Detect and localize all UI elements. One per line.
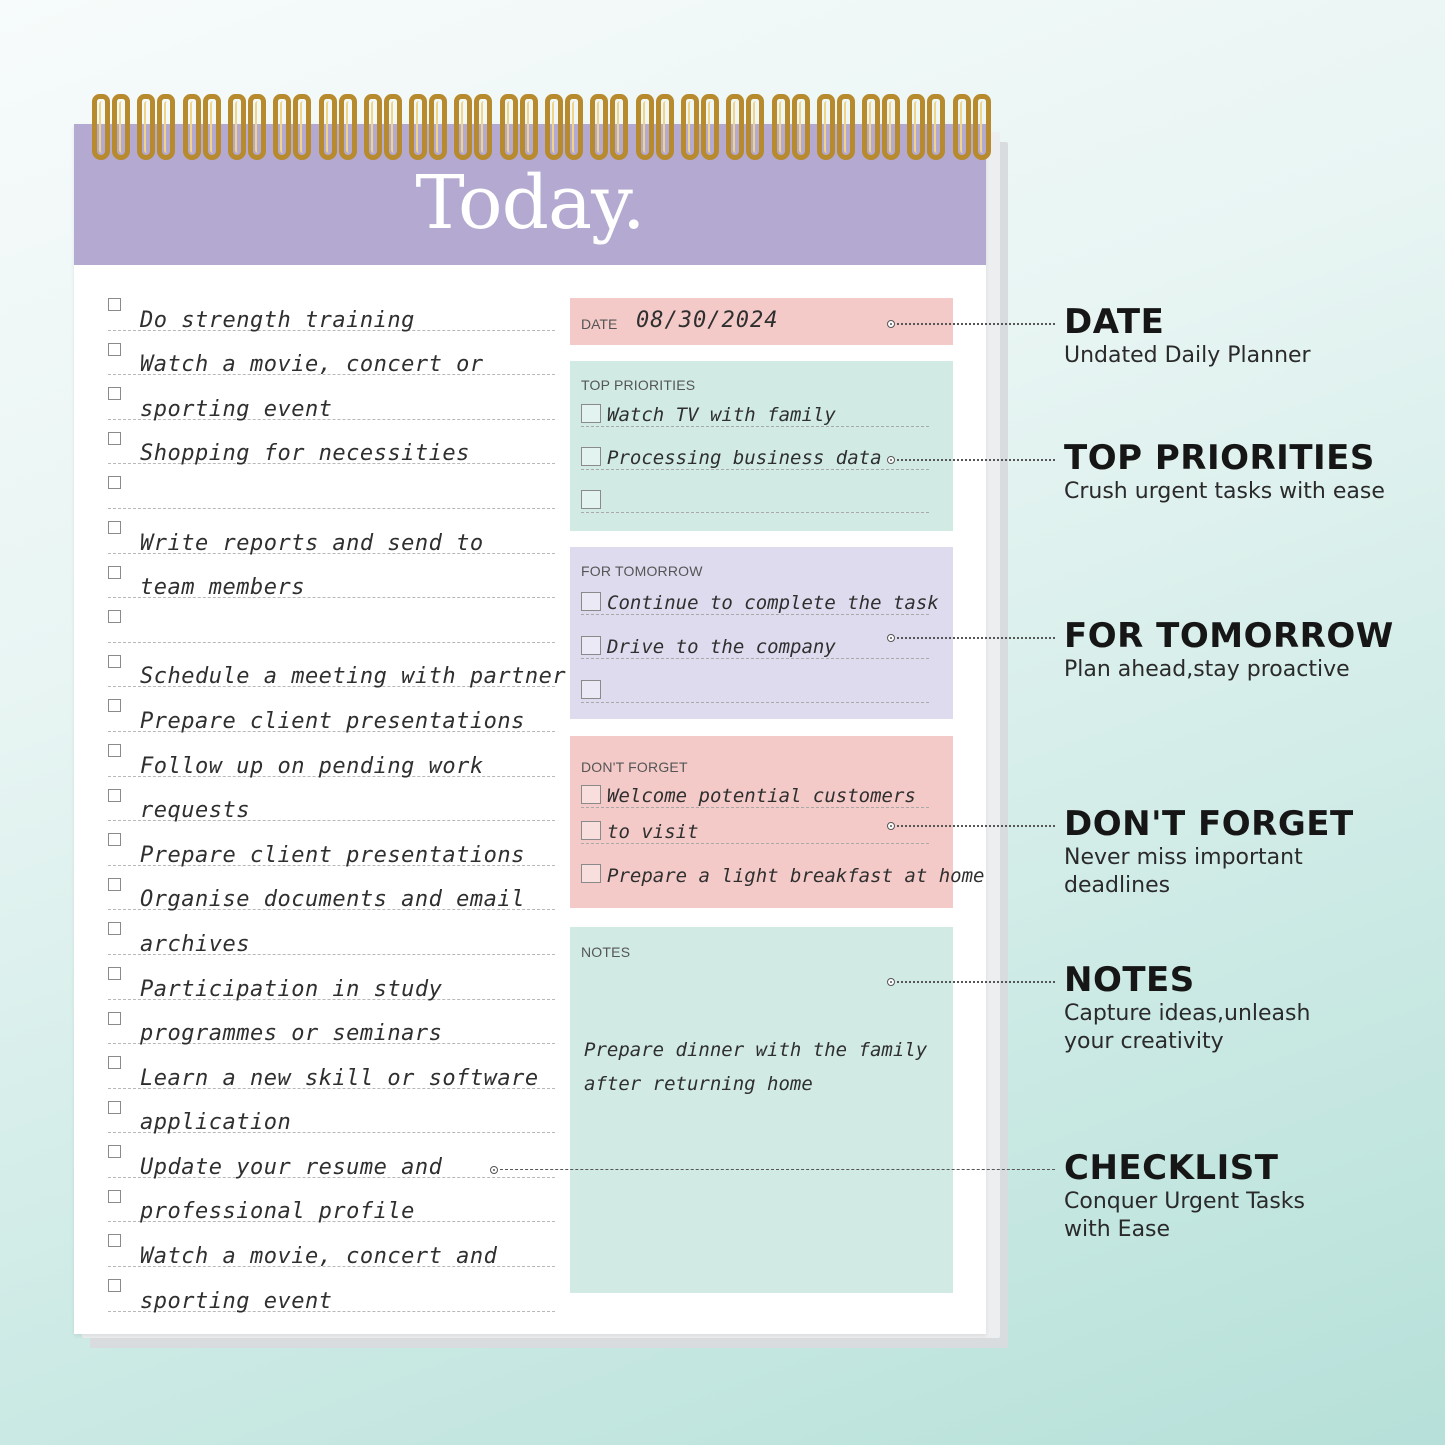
checkbox[interactable]	[108, 967, 121, 980]
leader-dot	[887, 978, 895, 986]
checkbox[interactable]	[581, 592, 601, 611]
checkbox[interactable]	[581, 636, 601, 655]
spiral-ring	[454, 94, 472, 160]
checklist-row[interactable]	[108, 598, 555, 643]
checklist-row[interactable]	[108, 910, 555, 955]
spiral-ring	[565, 94, 583, 160]
spiral-binding	[92, 94, 972, 166]
spiral-ring	[137, 94, 155, 160]
callout-title: CHECKLIST	[1064, 1148, 1279, 1188]
checkbox[interactable]	[108, 655, 121, 668]
leader-dot	[887, 634, 895, 642]
spiral-ring	[228, 94, 246, 160]
checklist-row[interactable]	[108, 375, 555, 420]
spiral-ring	[500, 94, 518, 160]
checklist-text: Prepare client presentations	[140, 708, 525, 734]
callout-desc: Crush urgent tasks with ease	[1064, 479, 1385, 504]
spiral-ring	[364, 94, 382, 160]
spiral-ring	[927, 94, 945, 160]
spiral-ring	[701, 94, 719, 160]
spiral-ring	[953, 94, 971, 160]
checkbox[interactable]	[581, 404, 601, 423]
page-title: Today.	[415, 160, 645, 246]
reminder-item[interactable]	[581, 772, 929, 808]
checklist-text: Learn a new skill or software	[140, 1065, 539, 1091]
checkbox[interactable]	[108, 699, 121, 712]
checkbox[interactable]	[581, 447, 601, 466]
checklist-row[interactable]	[108, 1000, 555, 1045]
spiral-ring	[746, 94, 764, 160]
checklist-row[interactable]	[108, 1222, 555, 1270]
spiral-ring	[545, 94, 563, 160]
callout-title: DON'T FORGET	[1064, 804, 1354, 844]
checklist-row[interactable]	[108, 643, 567, 690]
checklist-row[interactable]	[108, 554, 555, 599]
notes-label: NOTES	[581, 944, 631, 960]
checklist-text: Organise documents and email	[140, 887, 525, 913]
checklist-text: Follow up on pending work	[140, 753, 484, 779]
checklist-text: requests	[140, 798, 250, 824]
spiral-ring	[248, 94, 266, 160]
checklist-row[interactable]	[108, 1044, 555, 1089]
checkbox[interactable]	[108, 833, 121, 846]
date-value: 08/30/2024	[636, 308, 779, 333]
tomorrow-text: Drive to the company	[607, 636, 836, 658]
checklist-row[interactable]	[108, 732, 555, 777]
leader-dot	[887, 456, 895, 464]
checkbox[interactable]	[108, 343, 121, 356]
spiral-ring	[183, 94, 201, 160]
leader-line-checklist	[500, 1169, 1055, 1170]
spiral-ring	[817, 94, 835, 160]
checkbox[interactable]	[581, 490, 601, 509]
spiral-ring	[862, 94, 880, 160]
checkbox[interactable]	[581, 821, 601, 840]
spiral-ring	[907, 94, 925, 160]
checklist-row[interactable]	[108, 1089, 555, 1134]
checkbox[interactable]	[108, 476, 121, 489]
checkbox[interactable]	[108, 922, 121, 935]
checkbox[interactable]	[108, 789, 121, 802]
spiral-ring	[384, 94, 402, 160]
callout-desc: Undated Daily Planner	[1064, 343, 1311, 368]
checkbox[interactable]	[581, 864, 601, 883]
spiral-ring	[157, 94, 175, 160]
callout-desc: Capture ideas,unleash your creativity	[1064, 1001, 1311, 1054]
checklist-text: Watch a movie, concert or	[140, 352, 484, 378]
checkbox[interactable]	[108, 566, 121, 579]
checkbox[interactable]	[581, 785, 601, 804]
callout-notes	[1064, 960, 1310, 1056]
spiral-ring	[590, 94, 608, 160]
callout-top-priorities	[1064, 438, 1385, 506]
notes-line: Prepare dinner with the family	[584, 1039, 928, 1061]
checklist-text: sporting event	[140, 1288, 333, 1314]
spiral-ring	[520, 94, 538, 160]
spiral-ring	[636, 94, 654, 160]
callout-title: TOP PRIORITIES	[1064, 438, 1375, 478]
notes-text[interactable]	[584, 1033, 927, 1101]
leader-line-date	[897, 323, 1055, 325]
priority-text: Watch TV with family	[607, 404, 836, 426]
checklist-text: sporting event	[140, 396, 333, 422]
reminder-text: Prepare a light breakfast at home	[607, 865, 985, 887]
spiral-ring	[273, 94, 291, 160]
leader-dot	[887, 822, 895, 830]
reminder-text: Welcome potential customers	[607, 785, 916, 807]
spiral-ring	[474, 94, 492, 160]
spiral-ring	[792, 94, 810, 160]
checkbox[interactable]	[108, 387, 121, 400]
callout-dont-forget	[1064, 804, 1354, 900]
spiral-ring	[339, 94, 357, 160]
checkbox[interactable]	[108, 432, 121, 445]
priority-text: Processing business data	[607, 447, 882, 469]
checklist-text: programmes or seminars	[140, 1021, 443, 1047]
spiral-ring	[973, 94, 991, 160]
callout-title: NOTES	[1064, 960, 1195, 1000]
checkbox[interactable]	[108, 1279, 121, 1292]
spiral-ring	[429, 94, 447, 160]
notes-box	[570, 927, 953, 1293]
spiral-ring	[772, 94, 790, 160]
top-priorities-box	[570, 361, 953, 531]
reminder-item[interactable]	[581, 808, 929, 844]
spiral-ring	[882, 94, 900, 160]
checklist-row[interactable]	[108, 1178, 555, 1223]
spiral-ring	[656, 94, 674, 160]
checklist-row[interactable]	[108, 509, 555, 554]
spiral-ring	[319, 94, 337, 160]
spiral-ring	[409, 94, 427, 160]
notes-line: after returning home	[584, 1073, 813, 1095]
top-priorities-label: TOP PRIORITIES	[581, 377, 696, 393]
spiral-ring	[610, 94, 628, 160]
callout-title: DATE	[1064, 302, 1165, 342]
spiral-ring	[203, 94, 221, 160]
checklist-text: Participation in study	[140, 976, 443, 1002]
callout-title: FOR TOMORROW	[1064, 616, 1394, 656]
callout-for-tomorrow	[1064, 616, 1394, 684]
spiral-ring	[92, 94, 110, 160]
checklist-text: Prepare client presentations	[140, 842, 525, 868]
tomorrow-text: Continue to complete the task	[607, 592, 939, 614]
tomorrow-item[interactable]	[581, 667, 929, 703]
priority-item[interactable]	[581, 391, 929, 427]
tomorrow-item[interactable]	[581, 623, 929, 659]
tomorrow-item[interactable]	[581, 579, 939, 615]
checkbox[interactable]	[581, 680, 601, 699]
date-box	[570, 298, 953, 345]
checkbox[interactable]	[108, 610, 121, 623]
spiral-ring	[681, 94, 699, 160]
for-tomorrow-box	[570, 547, 953, 719]
checklist-row[interactable]	[108, 1133, 555, 1178]
checklist-text: Schedule a meeting with partner	[140, 664, 567, 690]
checklist-text: Write reports and send to	[140, 530, 484, 556]
checklist-text: Update your resume and	[140, 1154, 443, 1180]
checklist-row[interactable]	[108, 777, 555, 822]
checklist-text: team members	[140, 575, 305, 601]
checklist-row[interactable]	[108, 821, 555, 866]
reminder-text: to visit	[607, 821, 699, 843]
dont-forget-box	[570, 736, 985, 908]
checkbox[interactable]	[108, 1145, 121, 1158]
callout-date	[1064, 302, 1311, 370]
spiral-ring	[837, 94, 855, 160]
priority-item[interactable]	[581, 434, 929, 470]
checkbox[interactable]	[108, 1234, 121, 1247]
checklist-text: Shopping for necessities	[140, 441, 470, 467]
callout-checklist	[1064, 1148, 1305, 1244]
checkbox[interactable]	[108, 1056, 121, 1069]
checklist-row[interactable]	[108, 955, 555, 1000]
spiral-ring	[293, 94, 311, 160]
for-tomorrow-label: FOR TOMORROW	[581, 563, 703, 579]
checklist-row[interactable]	[108, 286, 555, 331]
checklist-row[interactable]	[108, 464, 555, 509]
checkbox[interactable]	[108, 1101, 121, 1114]
callout-desc: Never miss important deadlines	[1064, 845, 1303, 898]
checklist-text: Do strength training	[140, 307, 415, 333]
reminder-item[interactable]	[581, 851, 985, 887]
checklist-row[interactable]	[108, 331, 555, 376]
leader-line-notes	[897, 981, 1055, 983]
checklist-row[interactable]	[108, 866, 555, 911]
checklist-text: professional profile	[140, 1199, 415, 1225]
checklist-text: Watch a movie, concert and	[140, 1244, 498, 1270]
checkbox[interactable]	[108, 521, 121, 534]
checklist-row[interactable]	[108, 1267, 555, 1312]
checklist-row[interactable]	[108, 420, 555, 465]
priority-item[interactable]	[581, 477, 929, 513]
spiral-ring	[726, 94, 744, 160]
checklist-text: application	[140, 1110, 292, 1136]
checkbox[interactable]	[108, 878, 121, 891]
leader-line-tomorrow	[897, 637, 1055, 639]
leader-line-forget	[897, 825, 1055, 827]
leader-line-priorities	[897, 459, 1055, 461]
leader-dot	[490, 1166, 498, 1174]
callout-desc: Plan ahead,stay proactive	[1064, 657, 1350, 682]
callout-desc: Conquer Urgent Tasks with Ease	[1064, 1189, 1306, 1242]
checklist-text: archives	[140, 931, 250, 957]
dont-forget-label: DON'T FORGET	[581, 759, 688, 775]
checkbox[interactable]	[108, 744, 121, 757]
checkbox[interactable]	[108, 1012, 121, 1025]
checkbox[interactable]	[108, 1190, 121, 1203]
checklist-row[interactable]	[108, 687, 555, 732]
date-label: DATE	[581, 316, 618, 332]
checkbox[interactable]	[108, 298, 121, 311]
checklist	[108, 286, 567, 1314]
leader-dot	[887, 320, 895, 328]
spiral-ring	[112, 94, 130, 160]
